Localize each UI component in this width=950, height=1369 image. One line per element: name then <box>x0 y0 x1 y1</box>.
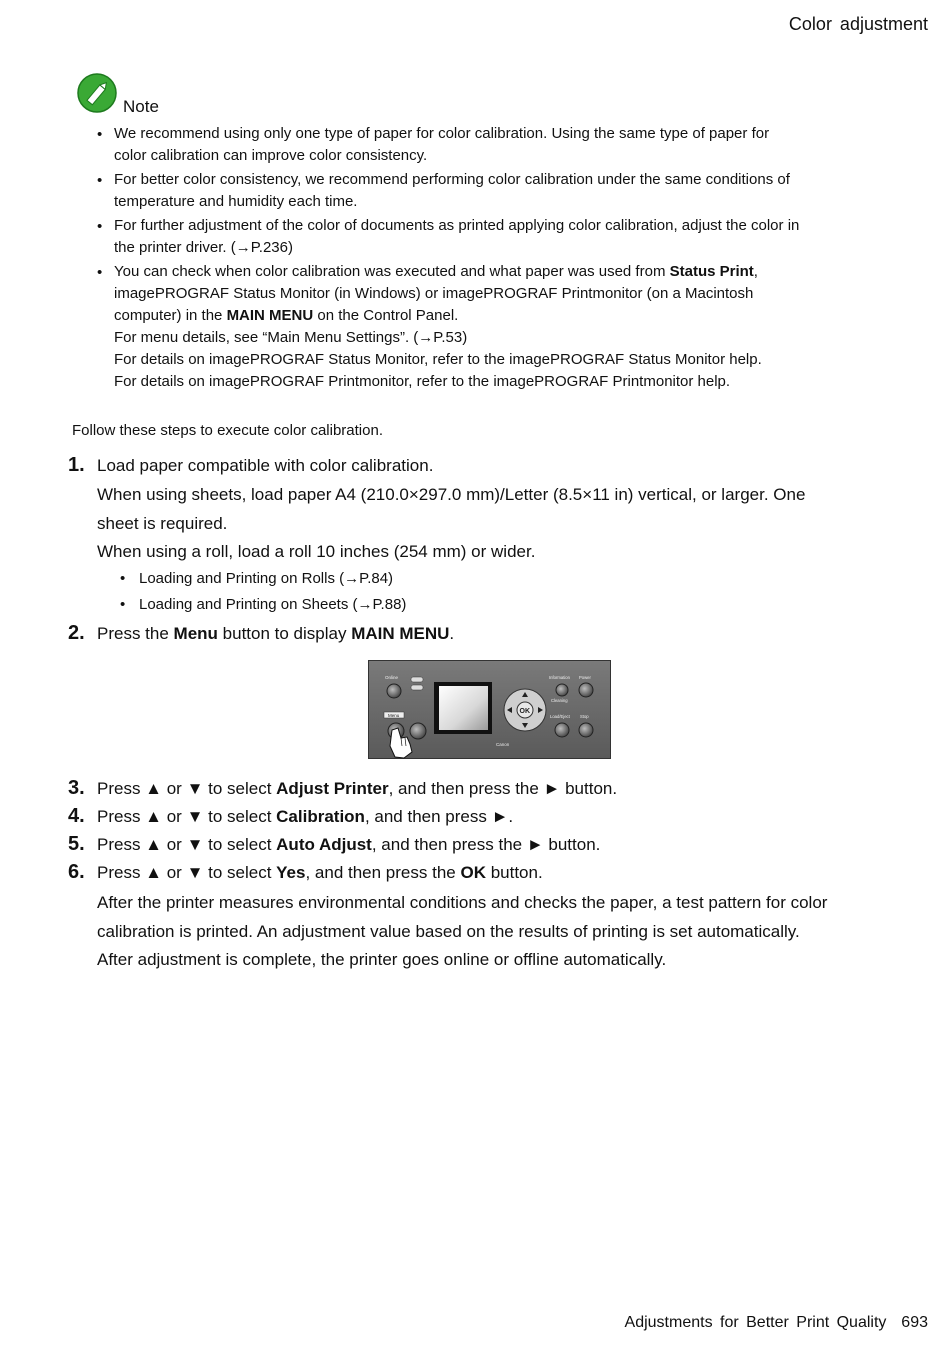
info-button[interactable] <box>556 684 568 696</box>
running-header: Color adjustment <box>788 14 928 34</box>
back-button[interactable] <box>410 723 426 739</box>
ok-button-label[interactable]: OK <box>519 708 530 715</box>
intro-text: Follow these steps to execute color calibration. <box>72 422 383 439</box>
panel-brand: Canon <box>496 742 510 747</box>
stop-button[interactable] <box>579 723 593 737</box>
step-6-body: After the printer measures environmental conditions and checks the paper, a test pattern for color calibration is printed. An adjustment value based on the results of printing is set automatically. After adjustment is complete, the printer goes online or offline automatically. <box>97 893 828 969</box>
panel-label-load: Load/Eject <box>550 714 570 719</box>
note-item: • For better color consistency, we recommend performing color calibration under the same conditions of temperature and humidity each time. <box>96 169 886 213</box>
link-p53[interactable]: For menu details, see “Main Menu Settings”. (→P.53) <box>114 329 468 346</box>
panel-label-power: Power <box>579 675 591 680</box>
step-1-body: When using sheets, load paper A4 (210.0×297.0 mm)/Letter (8.5×11 in) vertical, or larger. One sheet is required. When using a roll, load a roll 10 inches (254 mm) or wider. <box>97 485 806 561</box>
panel-label-online: Online <box>385 675 399 680</box>
page-footer: Adjustments for Better Print Quality 693 <box>624 1314 928 1331</box>
link-rolls[interactable]: • Loading and Printing on Rolls (→P.84) <box>121 570 393 587</box>
power-button[interactable] <box>579 683 593 697</box>
panel-label-menu: Menu <box>388 713 400 718</box>
note-item: • You can check when color calibration was executed and what paper was used from Status Print, imagePROGRAF Status Monitor (in Windows) or imagePROGRAF Printmonitor (on a Macintosh computer) in the MAIN MENU on the Control Panel. For menu details, see “Main Menu Settings”. (→P.53) For details on imagePROGRAF Status Monitor, refer to the imagePROGRAF Status Monitor help. For details on imagePROGRAF Printmonitor, refer to the imagePROGRAF Printmonitor help. <box>96 261 886 393</box>
online-button[interactable] <box>387 684 401 698</box>
panel-label-info: Information <box>549 675 570 680</box>
note-pencil-icon <box>76 72 118 114</box>
link-p236[interactable]: the printer driver. (→P.236) <box>114 239 293 256</box>
control-panel-illustration <box>368 660 611 759</box>
load-eject-button[interactable] <box>555 723 569 737</box>
panel-label-stop: Stop <box>580 714 589 719</box>
page-number: 693 <box>901 1314 928 1331</box>
panel-label-cleaning: Cleaning <box>551 698 568 703</box>
link-sheets[interactable]: • Loading and Printing on Sheets (→P.88) <box>121 596 406 613</box>
note-item: • We recommend using only one type of paper for color calibration. Using the same type of paper for color calibration can improve color consistency. <box>96 123 886 167</box>
note-title: Note <box>123 97 159 116</box>
note-item: • For further adjustment of the color of documents as printed applying color calibration, adjust the color in the printer driver. (→P.236) <box>96 215 886 259</box>
panel-display <box>439 686 488 730</box>
note-list <box>96 123 886 395</box>
